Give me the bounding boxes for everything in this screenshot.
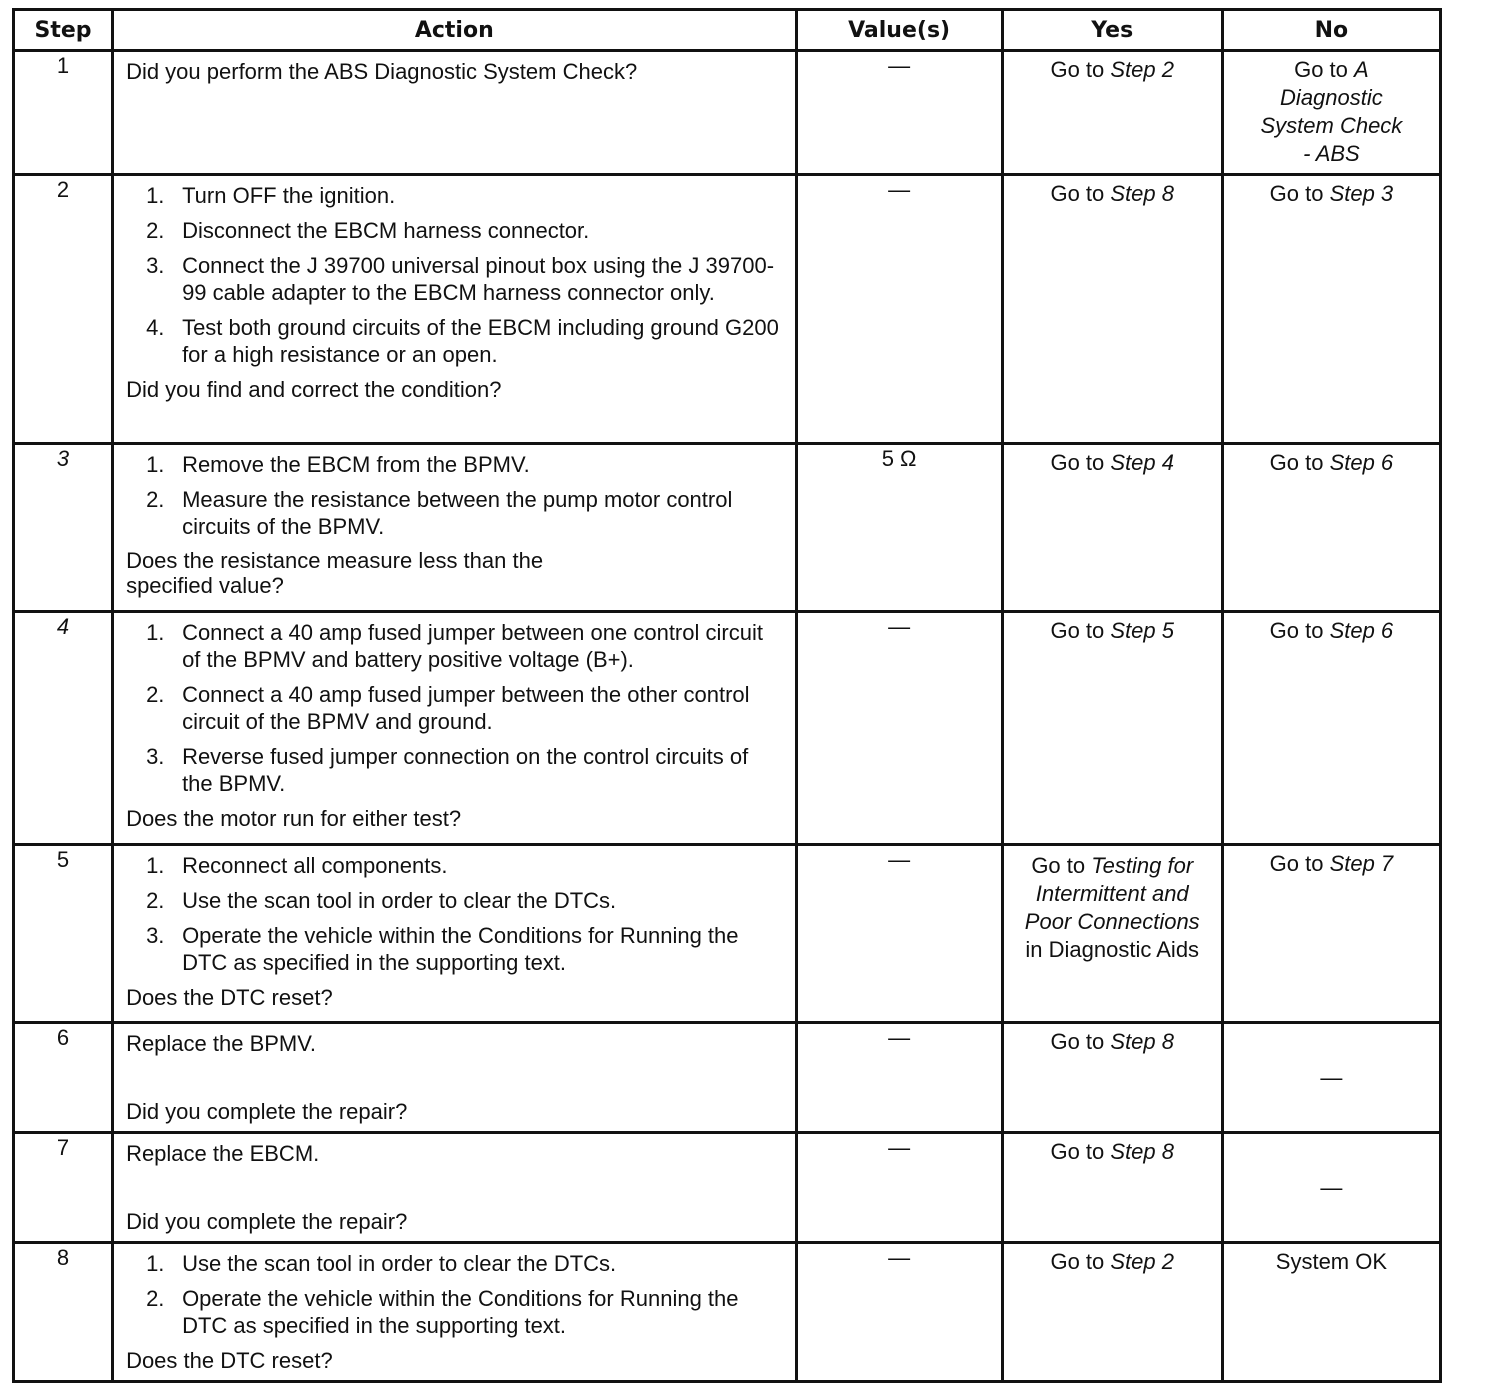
yes-step-link[interactable]: Step 4 [1110, 450, 1174, 475]
no-cell: Go to Step 6 [1222, 612, 1440, 845]
value-cell: — [796, 1023, 1002, 1133]
no-step-link[interactable]: A Diagnostic System Check - ABS [1260, 57, 1403, 166]
action-step: 2. Connect a 40 amp fused jumper between the other control circuit of the BPMV and ground. [146, 682, 750, 734]
yes-cell: Go to Step 5 [1002, 612, 1222, 845]
yes-cell: Go to Step 4 [1002, 444, 1222, 612]
no-cell: Go to Step 3 [1222, 175, 1440, 444]
yes-cell: Go to Step 8 [1002, 175, 1222, 444]
action-step: 1. Use the scan tool in order to clear the DTCs. [146, 1251, 617, 1276]
action-step: 2. Measure the resistance between the pump motor control circuits of the BPMV. [146, 487, 733, 539]
yes-cell: Go to Step 2 [1002, 1243, 1222, 1382]
step-number: 7 [14, 1133, 113, 1243]
table-row [14, 1243, 1441, 1382]
header-values: Value(s) [796, 10, 1002, 51]
table-row [14, 444, 1441, 612]
action-step: 1. Remove the EBCM from the BPMV. [146, 452, 530, 477]
action-question: Does the motor run for either test? [126, 806, 462, 831]
action-cell [113, 1243, 796, 1382]
action-intro: Replace the BPMV. [126, 1031, 317, 1056]
action-step: 3. Connect the J 39700 universal pinout box using the J 39700-99 cable adapter to the EBCM harness connector only. [146, 253, 775, 305]
action-question: Does the DTC reset? [126, 1348, 333, 1373]
step-number: 2 [14, 175, 113, 444]
yes-step-link[interactable]: Step 8 [1110, 1139, 1174, 1164]
action-step: 4. Test both ground circuits of the EBCM including ground G200 for a high resistance or an open. [146, 315, 779, 367]
table-row [14, 175, 1441, 444]
header-no: No [1222, 10, 1440, 51]
value-cell: — [796, 1133, 1002, 1243]
action-step: 1. Connect a 40 amp fused jumper between one control circuit of the BPMV and battery positive voltage (B+). [146, 620, 763, 672]
action-steps [126, 1250, 784, 1339]
header-action: Action [113, 10, 796, 51]
value-cell: — [796, 845, 1002, 1023]
yes-cell: Go to Step 8 [1002, 1023, 1222, 1133]
action-cell [113, 1023, 796, 1133]
action-question: Does the DTC reset? [126, 985, 333, 1010]
yes-cell [1002, 51, 1222, 175]
no-cell [1222, 1243, 1440, 1382]
table-row [14, 1023, 1441, 1133]
step-number: 4 [14, 612, 113, 845]
step-number: 3 [14, 444, 113, 612]
action-cell [113, 845, 796, 1023]
yes-step-link[interactable]: Step 2 [1110, 57, 1174, 82]
no-cell [1222, 51, 1440, 175]
yes-suffix: in Diagnostic Aids [1025, 937, 1200, 962]
action-question: Did you complete the repair? [126, 1099, 408, 1124]
action-step: 3. Reverse fused jumper connection on the control circuits of the BPMV. [146, 744, 749, 796]
table-row [14, 612, 1441, 845]
action-step: 1. Reconnect all components. [146, 853, 448, 878]
step-number: 5 [14, 845, 113, 1023]
yes-step-link[interactable]: Step 5 [1110, 618, 1174, 643]
yes-cell: Go to Testing for Intermittent and Poor Connections in Diagnostic Aids [1002, 845, 1222, 1023]
value-cell: — [796, 1243, 1002, 1382]
no-step-link[interactable]: Step 7 [1329, 851, 1394, 876]
yes-step-link[interactable]: Step 2 [1110, 1249, 1174, 1274]
header-step: Step [14, 10, 113, 51]
no-step-link[interactable]: Step 6 [1329, 450, 1394, 475]
no-cell: — [1222, 1133, 1440, 1243]
no-step-link[interactable]: Step 3 [1329, 181, 1394, 206]
action-steps [126, 852, 784, 976]
action-cell [113, 612, 796, 845]
action-cell [113, 51, 796, 175]
action-steps [126, 619, 784, 797]
value-cell: — [796, 51, 1002, 175]
action-question: Did you find and correct the condition? [126, 377, 502, 402]
action-step: 2. Operate the vehicle within the Conditions for Running the DTC as specified in the supporting text. [146, 1286, 739, 1338]
action-steps [126, 182, 784, 368]
no-cell: Go to Step 7 [1222, 845, 1440, 1023]
yes-cell: Go to Step 8 [1002, 1133, 1222, 1243]
value-cell: — [796, 175, 1002, 444]
no-step-link[interactable]: Step 6 [1329, 618, 1394, 643]
action-step: 2. Disconnect the EBCM harness connector. [146, 218, 590, 243]
action-cell [113, 1133, 796, 1243]
action-question: Does the resistance measure less than the specified value? [126, 548, 544, 598]
action-step: 3. Operate the vehicle within the Conditions for Running the DTC as specified in the supporting text. [146, 923, 739, 975]
no-prefix: Go to [1294, 57, 1355, 82]
header-row [14, 10, 1441, 51]
action-steps [126, 451, 784, 540]
action-intro: Replace the EBCM. [126, 1141, 320, 1166]
yes-prefix: Go to [1050, 57, 1111, 82]
no-cell: Go to Step 6 [1222, 444, 1440, 612]
value-cell: 5 Ω [796, 444, 1002, 612]
yes-step-link[interactable]: Step 8 [1110, 1029, 1174, 1054]
step-number: 6 [14, 1023, 113, 1133]
action-cell [113, 444, 796, 612]
yes-testing-link[interactable]: Testing for Intermittent and Poor Connections [1024, 853, 1200, 934]
value-cell: — [796, 612, 1002, 845]
header-yes: Yes [1002, 10, 1222, 51]
yes-step-link[interactable]: Step 8 [1110, 181, 1174, 206]
table-row [14, 845, 1441, 1023]
action-cell [113, 175, 796, 444]
table-row [14, 1133, 1441, 1243]
table-row [14, 51, 1441, 175]
no-cell: — [1222, 1023, 1440, 1133]
diagnostic-table [12, 8, 1442, 1383]
step-number: 1 [14, 51, 113, 175]
action-question: Did you perform the ABS Diagnostic System Check? [126, 59, 638, 84]
action-step: 2. Use the scan tool in order to clear the DTCs. [146, 888, 617, 913]
step-number: 8 [14, 1243, 113, 1382]
action-question: Did you complete the repair? [126, 1209, 408, 1234]
action-step: 1. Turn OFF the ignition. [146, 183, 396, 208]
no-result: System OK [1275, 1249, 1388, 1274]
